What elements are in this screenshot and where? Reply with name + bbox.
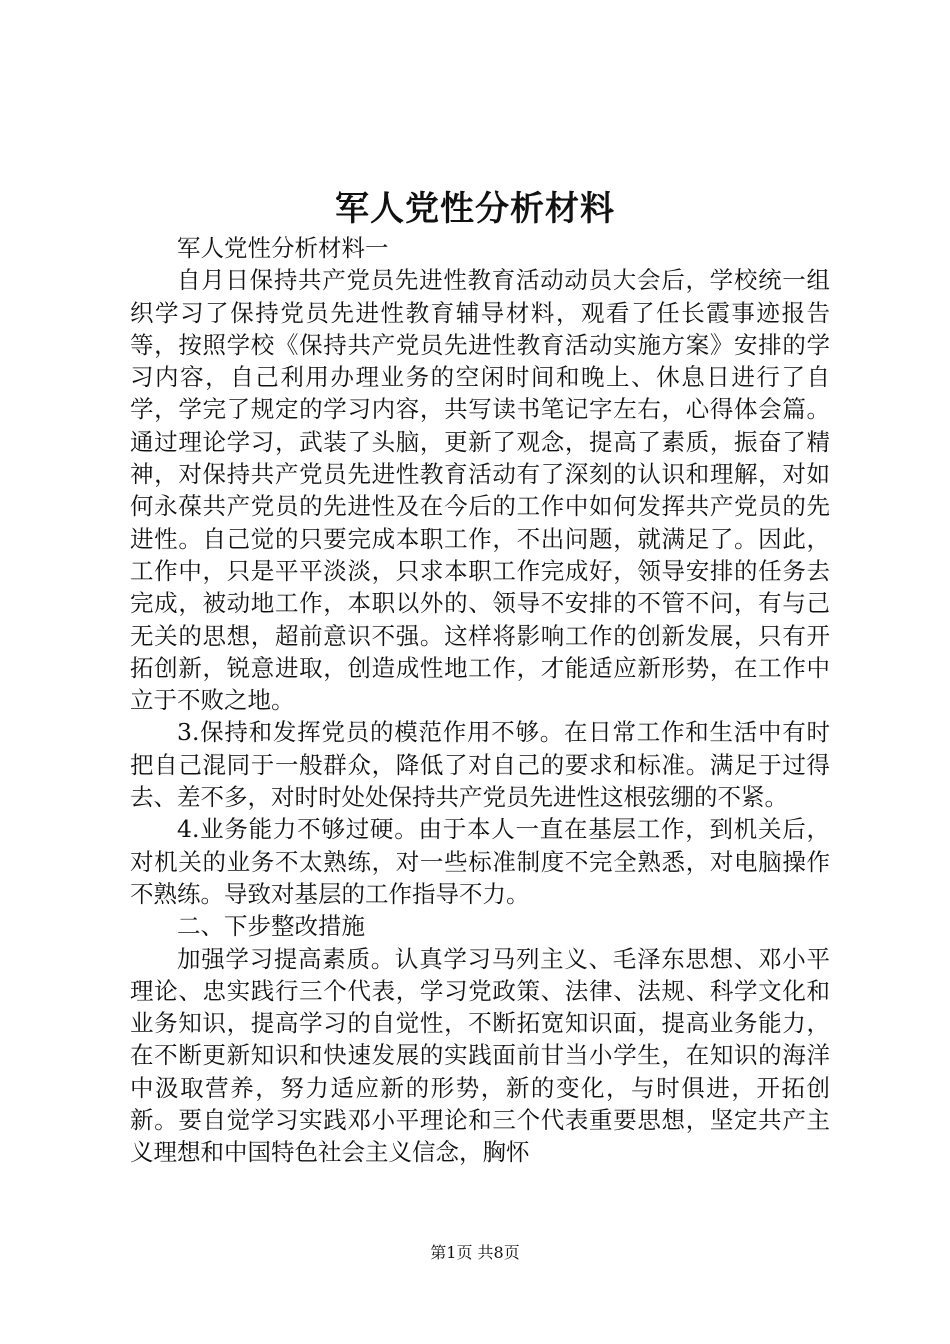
body-paragraph: 3.保持和发挥党员的模范作用不够。在日常工作和生活中有时把自己混同于一般群众，降低了对自己的要求和标准。满足于过得去、差不多，对时时处处保持共产党员先进性这根弦绷的不紧。 [130,718,830,812]
page-footer: 第1页 共8页 [430,1243,520,1262]
document-title: 军人党性分析材料 [335,189,615,229]
body-paragraph: 4.业务能力不够过硬。由于本人一直在基层工作，到机关后，对机关的业务不太熟练，对一些标准制度不完全熟悉，对电脑操作不熟练。导致对基层的工作指导不力。 [130,815,830,908]
document-body [130,232,830,1169]
body-paragraph: 自月日保持共产党员先进性教育活动动员大会后，学校统一组织学习了保持党员先进性教育辅导材料，观看了任长霞事迹报告等，按照学校《保持共产党员先进性教育活动实施方案》安排的学习内容，自己利用办理业务的空闲时间和晚上、休息日进行了自学，学完了规定的学习内容，共写读书笔记字左右，心得体会篇。通过理论学习，武装了头脑，更新了观念，提高了素质，振奋了精神，对保持共产党员先进性教育活动有了深刻的认识和理解，对如何永葆共产党员的先进性及在今后的工作中如何发挥共产党员的先进性。自己觉的只要完成本职工作，不出问题，就满足了。因此，工作中，只是平平淡淡，只求本职工作完成好，领导安排的任务去完成，被动地工作，本职以外的、领导不安排的不管不问，有与己无关的思想，超前意识不强。这样将影响工作的创新发展，只有开拓创新，锐意进取，创造成性地工作，才能适应新形势，在工作中立于不败之地。 [130,266,830,715]
section-heading: 二、下步整改措施 [177,912,365,941]
body-paragraph: 加强学习提高素质。认真学习马列主义、毛泽东思想、邓小平理论、忠实践行三个代表，学习党政策、法律、法规、科学文化和业务知识，提高学习的自觉性，不断拓宽知识面，提高业务能力，在不断更新知识和快速发展的实践面前甘当小学生，在知识的海洋中汲取营养，努力适应新的形势，新的变化，与时俱进，开拓创新。要自觉学习实践邓小平理论和三个代表重要思想，坚定共产主义理想和中国特色社会主义信念，胸怀 [130,944,830,1167]
section-heading: 军人党性分析材料一 [177,234,389,262]
